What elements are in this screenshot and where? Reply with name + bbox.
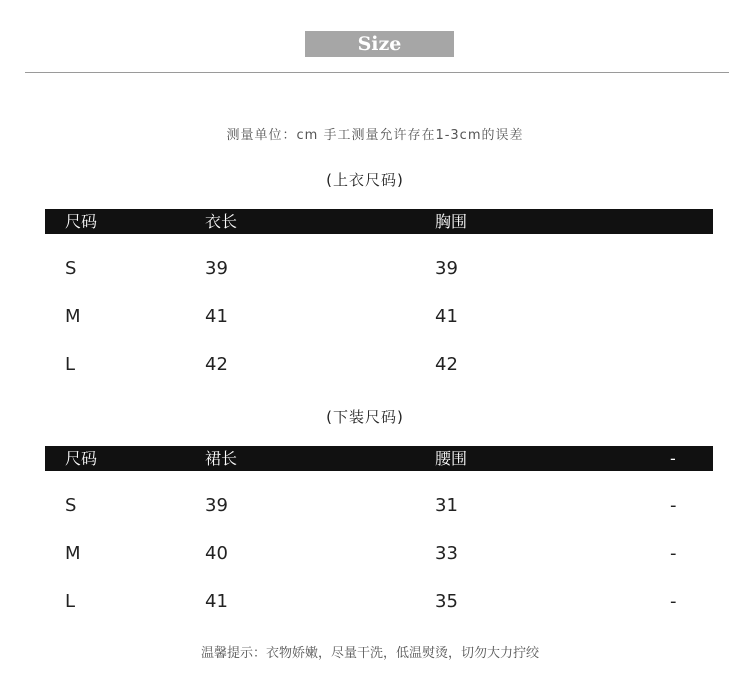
- top-section-title: (上衣尺码): [326, 171, 404, 189]
- top-row-size: L: [65, 354, 76, 375]
- table-row: [45, 578, 713, 626]
- table-row: [45, 293, 713, 341]
- top-col-size: 尺码: [65, 212, 98, 231]
- bottom-col-waist: 腰围: [435, 449, 468, 468]
- top-row-length: 39: [205, 258, 228, 279]
- bottom-row-length: 40: [205, 543, 228, 564]
- bottom-row-extra: -: [670, 543, 677, 564]
- bottom-row-waist: 31: [435, 495, 458, 516]
- bottom-row-length: 39: [205, 495, 228, 516]
- bottom-section-title: (下装尺码): [326, 408, 404, 426]
- table-row: [45, 341, 713, 389]
- bottom-row-size: S: [65, 495, 77, 516]
- table-row: [45, 530, 713, 578]
- bottom-row-extra: -: [670, 591, 677, 612]
- bottom-col-size: 尺码: [65, 449, 98, 468]
- bottom-col-extra: -: [670, 449, 676, 468]
- table-row: [45, 245, 713, 293]
- bottom-row-extra: -: [670, 495, 677, 516]
- top-table-header: [45, 209, 713, 234]
- top-col-length: 衣长: [205, 212, 238, 231]
- top-row-length: 41: [205, 306, 228, 327]
- bottom-row-waist: 35: [435, 591, 458, 612]
- table-row: [45, 482, 713, 530]
- top-row-size: S: [65, 258, 77, 279]
- size-title: Size: [305, 31, 454, 57]
- bottom-row-size: L: [65, 591, 76, 612]
- header-divider: [25, 72, 729, 73]
- top-row-chest: 39: [435, 258, 458, 279]
- bottom-row-length: 41: [205, 591, 228, 612]
- top-row-chest: 41: [435, 306, 458, 327]
- bottom-table-header: [45, 446, 713, 471]
- top-row-length: 42: [205, 354, 228, 375]
- top-col-chest: 胸围: [435, 212, 468, 231]
- care-tip: 温馨提示：衣物娇嫩，尽量干洗，低温熨烫，切勿大力拧绞: [200, 646, 539, 661]
- bottom-col-length: 裙长: [205, 449, 238, 468]
- top-row-chest: 42: [435, 354, 458, 375]
- measure-note: 测量单位：cm 手工测量允许存在1-3cm的误差: [226, 128, 524, 143]
- top-row-size: M: [65, 306, 81, 327]
- bottom-row-waist: 33: [435, 543, 458, 564]
- bottom-row-size: M: [65, 543, 81, 564]
